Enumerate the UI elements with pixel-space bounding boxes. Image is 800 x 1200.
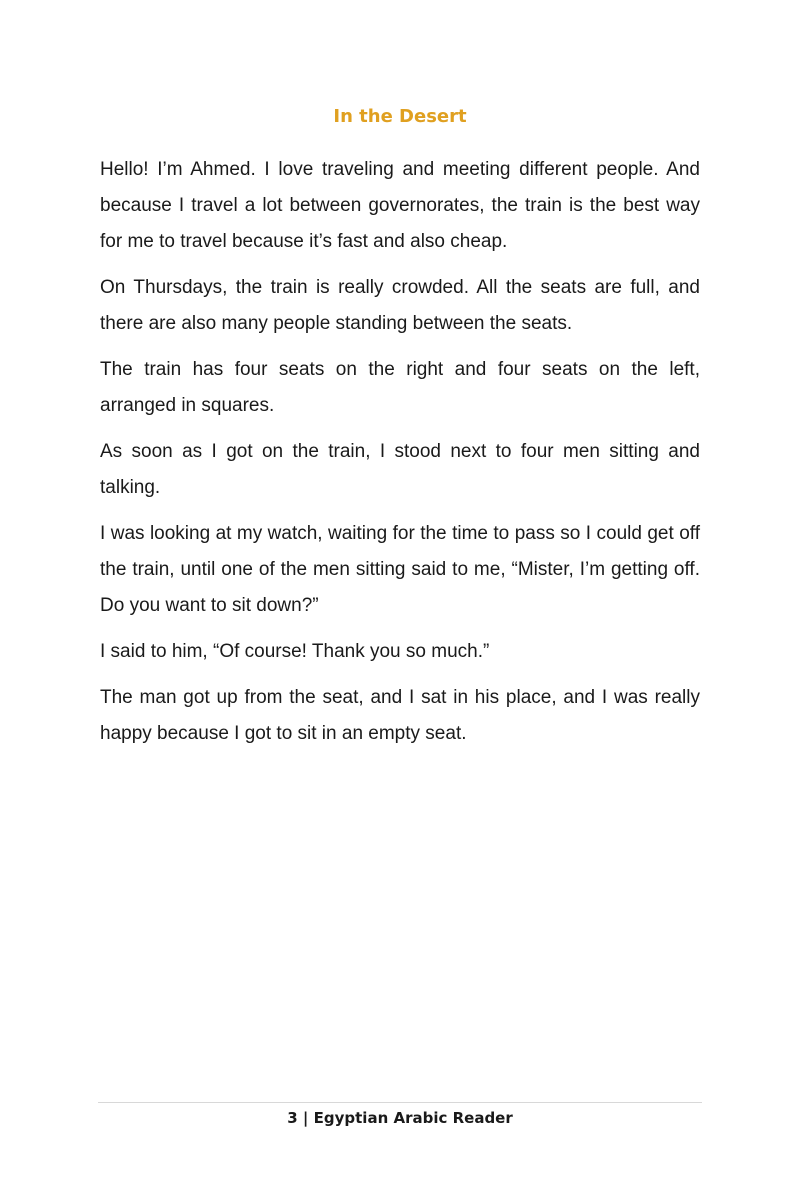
page-title: In the Desert (333, 106, 467, 127)
paragraph-4: As soon as I got on the train, I stood next to four men sitting and talking. (100, 441, 700, 498)
paragraph-2: On Thursdays, the train is really crowded. All the seats are full, and there are also many people standing between the seats. (100, 277, 700, 334)
paragraph-3: The train has four seats on the right and four seats on the left, arranged in squares. (100, 359, 700, 416)
footer-separator: | (302, 1109, 309, 1127)
page-number: 3 (287, 1109, 298, 1127)
paragraph-7: The man got up from the seat, and I sat in his place, and I was really happy because I got to sit in an empty seat. (100, 687, 700, 744)
page-footer (0, 1106, 800, 1130)
paragraph-1: Hello! I’m Ahmed. I love traveling and meeting different people. And because I travel a lot between governorates, the train is the best way for me to travel because it’s fast and also cheap. (100, 159, 700, 252)
paragraph-6: I said to him, “Of course! Thank you so much.” (100, 641, 490, 662)
paragraph-5: I was looking at my watch, waiting for the time to pass so I could get off the train, until one of the men sitting said to me, “Mister, I’m getting off. Do you want to sit down?” (100, 523, 700, 616)
footer-divider (98, 1102, 702, 1103)
story-body (100, 152, 700, 762)
book-title: Egyptian Arabic Reader (313, 1109, 513, 1127)
